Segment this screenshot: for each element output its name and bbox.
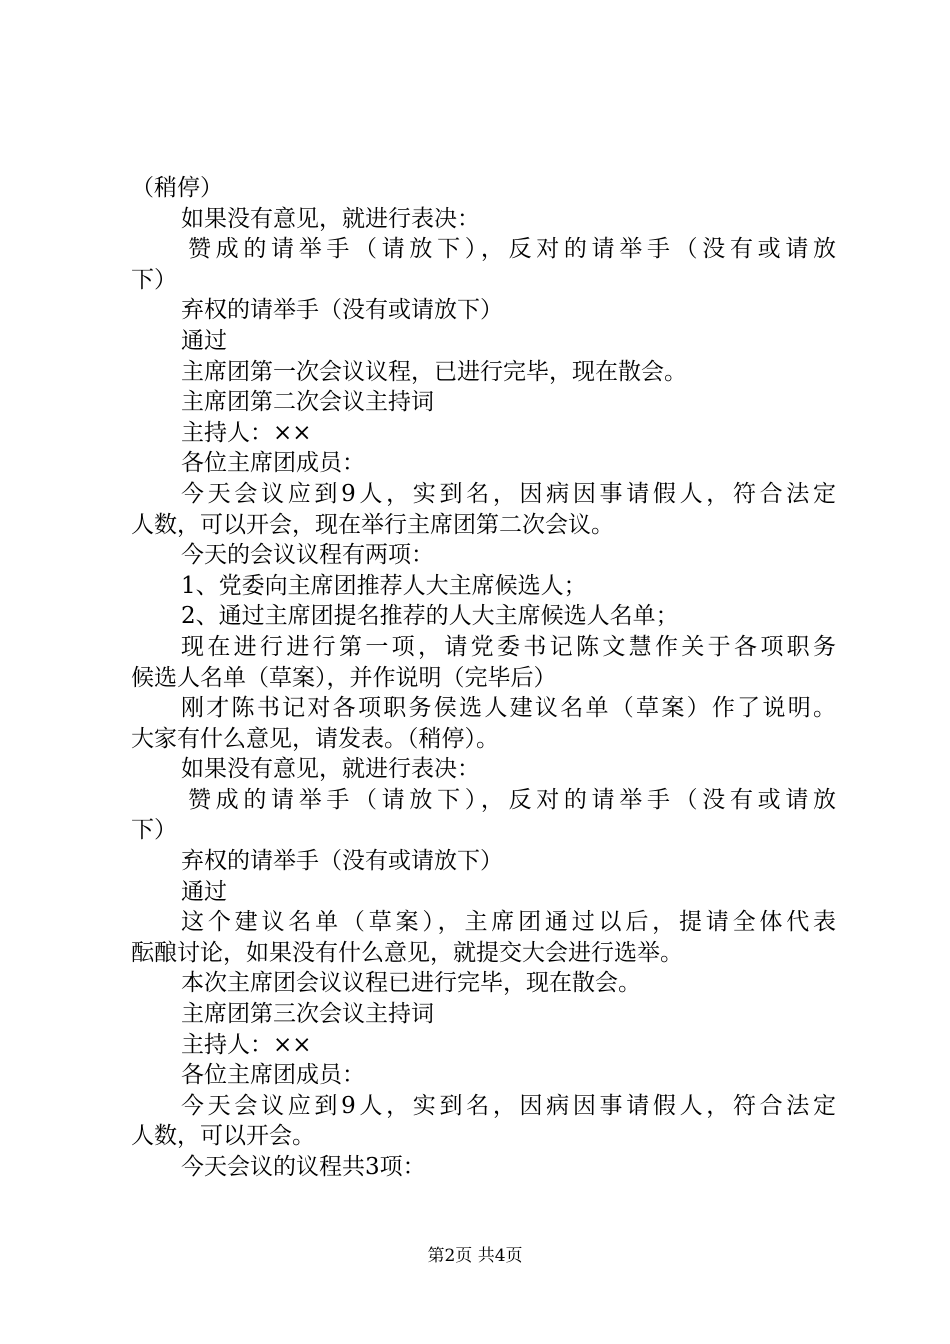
text-line: 弃权的请举手（没有或请放下） [181, 297, 503, 324]
text-line: 通过 [181, 327, 227, 354]
text-line: 下） [131, 266, 177, 293]
text-line: 候选人名单（草案），并作说明（完毕后） [131, 664, 557, 691]
text-line: 主持人：×× [181, 1031, 312, 1058]
text-line: 下） [131, 817, 177, 844]
section-heading: 主席团第三次会议主持词 [181, 1001, 434, 1028]
text-line: 本次主席团会议议程已进行完毕，现在散会。 [181, 970, 641, 997]
text-line: 各位主席团成员： [181, 450, 365, 477]
text-line: 刚才陈书记对各项职务侯选人建议名单（草案）作了说明。 [181, 695, 836, 722]
text-line: 赞成的请举手（请放下），反对的请举手（没有或请放 [188, 786, 836, 813]
text-line: 赞成的请举手（请放下），反对的请举手（没有或请放 [188, 236, 836, 263]
text-line: 这个建议名单（草案），主席团通过以后，提请全体代表 [181, 909, 836, 936]
text-line: 如果没有意见，就进行表决： [181, 756, 480, 783]
text-line: 今天会议应到9人，实到名，因病因事请假人，符合法定 [181, 1092, 836, 1119]
text-line: 1、党委向主席团推荐人大主席候选人； [181, 572, 587, 599]
text-line: 人数，可以开会，现在举行主席团第二次会议。 [131, 511, 614, 538]
section-heading: 主席团第二次会议主持词 [181, 389, 434, 416]
text-line: 大家有什么意见，请发表。（稍停）。 [131, 725, 499, 752]
text-line: 如果没有意见，就进行表决： [181, 205, 480, 232]
page-number-label: 第2页 共4页 [427, 1246, 523, 1266]
text-line: 今天的会议议程有两项： [181, 542, 434, 569]
text-line: 各位主席团成员： [181, 1062, 365, 1089]
text-line: 人数，可以开会。 [131, 1123, 315, 1150]
page-footer [0, 1246, 950, 1266]
text-line: 通过 [181, 878, 227, 905]
text-line: 主持人：×× [181, 419, 312, 446]
text-line: 2、通过主席团提名推荐的人大主席候选人名单； [181, 603, 679, 630]
text-line: （稍停） [131, 175, 223, 201]
text-line: 弃权的请举手（没有或请放下） [181, 848, 503, 875]
text-line: 今天会议应到9人，实到名，因病因事请假人，符合法定 [181, 480, 836, 507]
text-line: 主席团第一次会议议程，已进行完毕，现在散会。 [181, 358, 687, 385]
text-line: 今天会议的议程共3项： [181, 1154, 426, 1180]
document-body [131, 173, 836, 1183]
text-line: 酝酿讨论，如果没有什么意见，就提交大会进行选举。 [131, 939, 683, 966]
text-line: 现在进行进行第一项，请党委书记陈文慧作关于各项职务 [181, 633, 836, 660]
